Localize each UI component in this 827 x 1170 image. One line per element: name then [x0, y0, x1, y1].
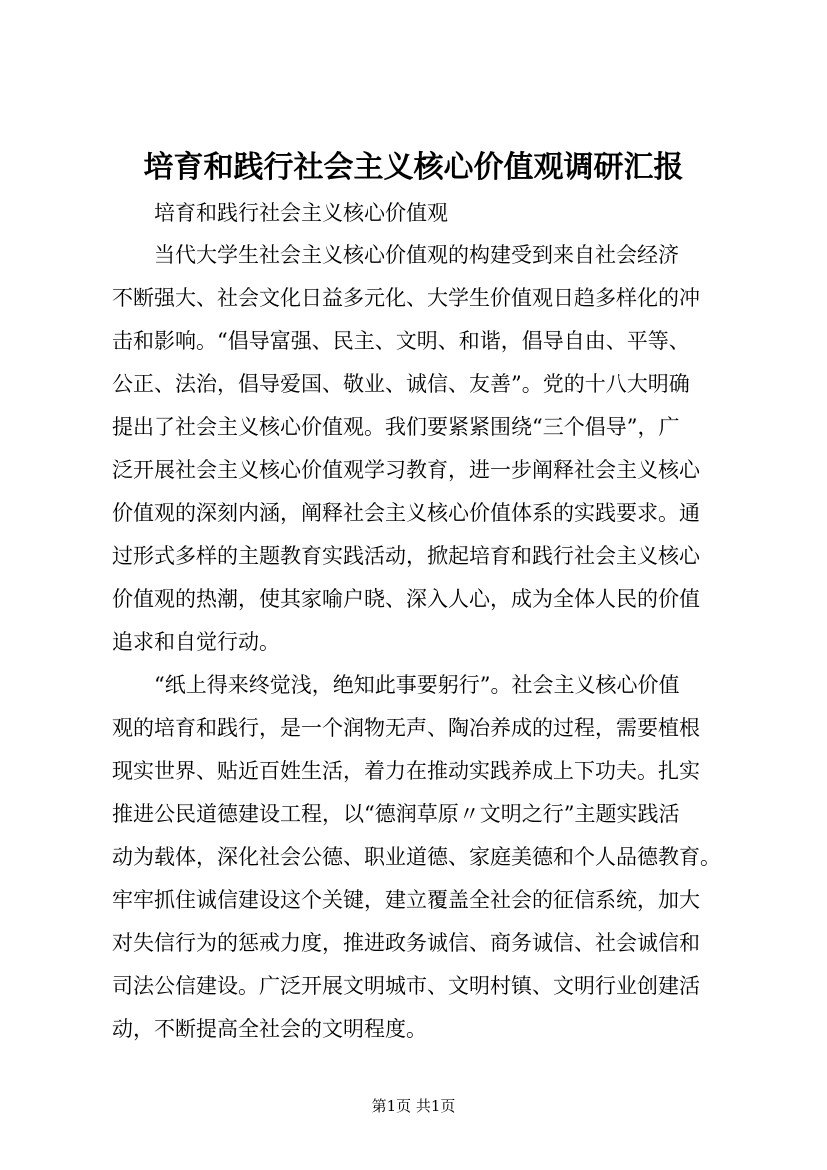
paragraph-1-line: 击和影响。“倡导富强、民主、文明、和谐，倡导自由、平等、: [112, 329, 690, 353]
paragraph-2-line: 观的培育和践行，是一个润物无声、陶冶养成的过程，需要植根: [112, 716, 700, 740]
paragraph-1-line: 追求和自觉行动。: [112, 630, 280, 654]
document-subtitle: 培育和践行社会主义核心价值观: [154, 201, 448, 225]
paragraph-1-line: 过形式多样的主题教育实践活动，掀起培育和践行社会主义核心: [112, 544, 700, 568]
paragraph-2-line: 现实世界、贴近百姓生活，着力在推动实践养成上下功夫。扎实: [112, 759, 700, 783]
paragraph-1-line: 当代大学生社会主义核心价值观的构建受到来自社会经济: [154, 243, 679, 267]
paragraph-2-line: 动为载体，深化社会公德、职业道德、家庭美德和个人品德教育。: [112, 845, 721, 869]
paragraph-2-line: “纸上得来终觉浅，绝知此事要躬行”。社会主义核心价值: [154, 673, 680, 697]
paragraph-1-line: 价值观的深刻内涵，阐释社会主义核心价值体系的实践要求。通: [112, 501, 700, 525]
paragraph-1-line: 价值观的热潮，使其家喻户晓、深入人心，成为全体人民的价值: [112, 587, 700, 611]
paragraph-2-line: 司法公信建设。广泛开展文明城市、文明村镇、文明行业创建活: [112, 974, 700, 998]
paragraph-2-line: 对失信行为的惩戒力度，推进政务诚信、商务诚信、社会诚信和: [112, 931, 700, 955]
paragraph-2-line: 推进公民道德建设工程，以“德润草原〃文明之行”主题实践活: [112, 802, 680, 826]
document-title: 培育和践行社会主义核心价值观调研汇报: [143, 150, 684, 185]
paragraph-1-line: 不断强大、社会文化日益多元化、大学生价值观日趋多样化的冲: [112, 286, 700, 310]
paragraph-1-line: 提出了社会主义核心价值观。我们要紧紧围绕“三个倡导”，广: [112, 415, 680, 439]
page-number-footer: 第1页 共1页: [371, 1097, 456, 1115]
paragraph-2-line: 牢牢抓住诚信建设这个关键，建立覆盖全社会的征信系统，加大: [112, 888, 700, 912]
paragraph-1-line: 泛开展社会主义核心价值观学习教育，进一步阐释社会主义核心: [112, 458, 700, 482]
paragraph-2-line: 动，不断提高全社会的文明程度。: [112, 1017, 427, 1041]
paragraph-1-line: 公正、法治，倡导爱国、敬业、诚信、友善”。党的十八大明确: [112, 372, 690, 396]
